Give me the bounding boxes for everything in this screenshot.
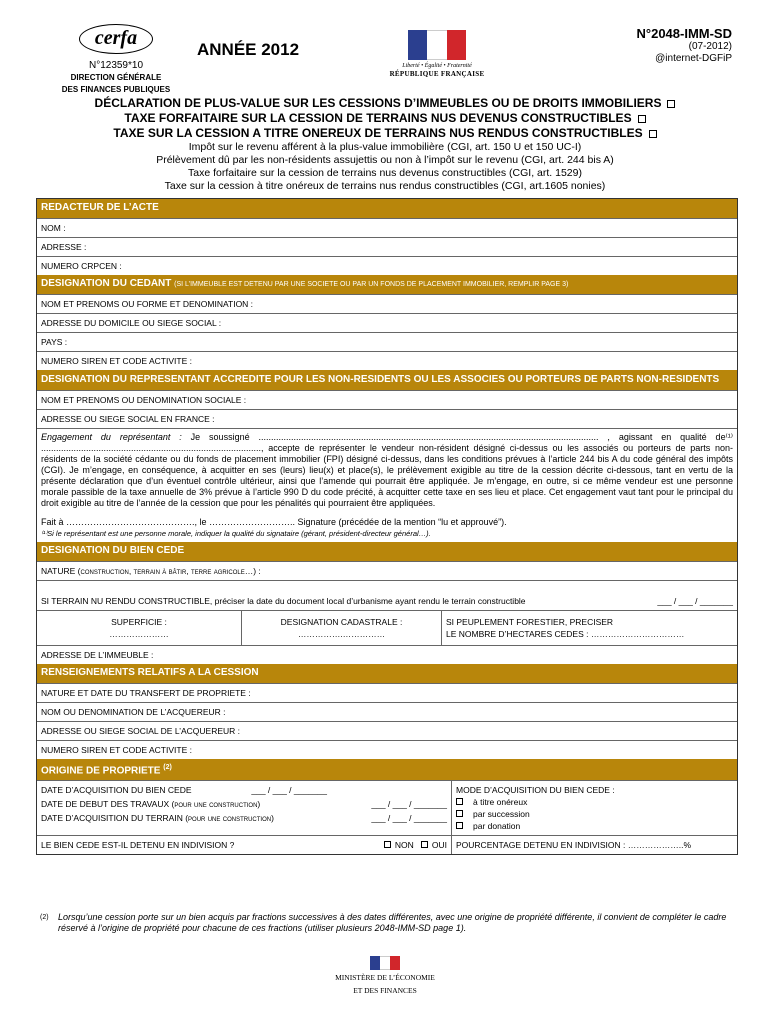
- acq-bien-label: DATE D’ACQUISITION DU BIEN CEDE: [41, 785, 192, 796]
- titles-block: [0, 96, 770, 193]
- cadastrale-label: DESIGNATION CADASTRALE :: [280, 617, 403, 627]
- cerfa-logo: cerfa: [79, 24, 153, 54]
- cedant-nom-field[interactable]: NOM ET PRENOMS OU FORME ET DENOMINATION :: [37, 294, 737, 313]
- title-1: DÉCLARATION DE PLUS-VALUE SUR LES CESSIONS D’IMMEUBLES OU DE DROITS IMMOBILIERS: [94, 96, 662, 110]
- cedant-siren-field[interactable]: NUMERO SIREN ET CODE ACTIVITE :: [37, 351, 737, 370]
- form-number: N°2048-IMM-SD: [636, 26, 732, 41]
- acq-terrain-label: DATE D’ACQUISITION DU TERRAIN (pour une construction): [41, 813, 274, 824]
- mode-label: MODE D’ACQUISITION DU BIEN CEDE :: [456, 785, 615, 796]
- section-redacteur: REDACTEUR DE L’ACTE: [37, 199, 737, 218]
- debut-travaux-date[interactable]: ___ / ___ / _______: [371, 799, 447, 810]
- indivision-label: LE BIEN CEDE EST-IL DETENU EN INDIVISION ?: [41, 840, 235, 851]
- section-origine-title: ORIGINE DE PROPRIETE: [41, 765, 161, 777]
- title-2-checkbox[interactable]: [638, 115, 646, 123]
- republique: RÉPUBLIQUE FRANÇAISE: [389, 70, 485, 78]
- direction-line2: DES FINANCES PUBLIQUES: [61, 85, 171, 94]
- engagement-text: Je soussigné ........................................................................................................................................ , agissant en qualité de⁽¹⁾ ........................................................................................, accepte de représenter le vendeur non-résident désigné ci-dessus ou les associés ou porteurs de parts non-résidents de la société cédante ou du fonds de placement immobilier (FPI) désigné ci-dessus, dans les conditions prévues à l’article 244 bis A du code général des impôts (CGI). Je m’engage, en conséquence, à acquitter en ses (leurs) lieu(x) et place(s), le prélèvement exigible au titre de la cession décrite ci-dessous, tant en vertu de la présente déclaration que d’un éventuel contrôle ultérieur, ainsi que l’amende qui pourrait être appliquée. Je m’engage, en outre, si ce même vendeur est une personne morale passible de la taxe annuelle de 3% prévue à l’article 990 D du code précité, à acquitter cette taxe en ses lieu et place. Cet engagement vaut tant pour le principal du droit exigible au titre de l’année de la cession que pour les pénalités qui pourraient être appliquées.: [41, 432, 733, 508]
- section-origine-sup: (2): [163, 764, 172, 771]
- subtitle-3: Taxe forfaitaire sur la cession de terrains nus devenus constructibles (CGI, art. 1529): [188, 167, 582, 179]
- mode-option-onereux-label: à titre onéreux: [473, 797, 528, 808]
- bien-terrain-row: [37, 580, 737, 610]
- onereux-checkbox[interactable]: [456, 798, 463, 805]
- bien-nature-field[interactable]: NATURE (construction, terrain à bâtir, terre agricole…) :: [37, 561, 737, 580]
- representant-adresse-field[interactable]: ADRESSE OU SIEGE SOCIAL EN FRANCE :: [37, 409, 737, 428]
- oui-label: OUI: [431, 840, 447, 851]
- subtitle-4: Taxe sur la cession à titre onéreux de terrains nus rendus constructibles (CGI, art.1605 nonies): [164, 180, 606, 192]
- declaration-form: [36, 198, 738, 855]
- section-cedant: [37, 275, 737, 294]
- cadastrale-field[interactable]: …………….……………: [297, 629, 386, 639]
- annee-title: ANNÉE 2012: [197, 40, 300, 59]
- engagement-paragraph: [37, 428, 737, 542]
- cession-acquereur-field[interactable]: NOM OU DENOMINATION DE L’ACQUEREUR :: [37, 702, 737, 721]
- mode-option-succession-label: par succession: [473, 809, 530, 820]
- indivision-row: [37, 835, 737, 854]
- footnote-key: (2): [40, 914, 49, 921]
- bien-adresse-field[interactable]: ADRESSE DE L’IMMEUBLE :: [37, 645, 737, 664]
- engagement-label: Engagement du représentant :: [41, 432, 182, 442]
- section-representant: DESIGNATION DU REPRESENTANT ACCREDITE POUR LES NON-RESIDENTS OU LES ASSOCIES OU PORTEURS DE PARTS NON-RESIDENTS: [37, 370, 737, 390]
- section-cession: RENSEIGNEMENTS RELATIFS A LA CESSION: [37, 664, 737, 683]
- section-origine: [37, 759, 737, 780]
- representant-nom-field[interactable]: NOM ET PRENOMS OU DENOMINATION SOCIALE :: [37, 390, 737, 409]
- donation-checkbox[interactable]: [456, 822, 463, 829]
- peuplement-label: SI PEUPLEMENT FORESTIER, PRECISER: [446, 617, 614, 627]
- title-3: TAXE SUR LA CESSION A TITRE ONEREUX DE TERRAINS NUS RENDUS CONSTRUCTIBLES: [113, 126, 643, 140]
- title-2: TAXE FORFAITAIRE SUR LA CESSION DE TERRAINS NUS DEVENUS CONSTRUCTIBLES: [124, 111, 632, 125]
- title-1-checkbox[interactable]: [667, 100, 675, 108]
- ministere-flag-icon: [370, 956, 400, 970]
- form-number-block: [637, 26, 733, 65]
- ministere-line1: MINISTÈRE DE L’ÉCONOMIE: [335, 973, 435, 982]
- form-source: @internet-DGFiP: [655, 53, 732, 64]
- cerfa-number: N°12359*10: [88, 60, 144, 71]
- hectares-field[interactable]: LE NOMBRE D’HECTARES CEDES : ……………………………: [446, 629, 685, 639]
- cession-siren-field[interactable]: NUMERO SIREN ET CODE ACTIVITE :: [37, 740, 737, 759]
- redacteur-crpcen-field[interactable]: NUMERO CRPCEN :: [37, 256, 737, 275]
- oui-checkbox[interactable]: [421, 841, 428, 848]
- redacteur-nom-field[interactable]: NOM :: [37, 218, 737, 237]
- section-cedant-title: DESIGNATION DU CEDANT: [41, 278, 172, 289]
- origine-block: [37, 780, 737, 835]
- cession-nature-field[interactable]: NATURE ET DATE DU TRANSFERT DE PROPRIETE :: [37, 683, 737, 702]
- non-checkbox[interactable]: [384, 841, 391, 848]
- mode-option-succession[interactable]: [456, 808, 733, 820]
- non-label: NON: [394, 840, 414, 851]
- marianne-logo: [387, 30, 487, 78]
- footnote: [36, 912, 738, 934]
- superficie-label: SUPERFICIE :: [111, 617, 167, 627]
- superficie-field[interactable]: …………………: [109, 629, 169, 639]
- ministere-logo: [320, 956, 450, 996]
- cedant-adresse-field[interactable]: ADRESSE DU DOMICILE OU SIEGE SOCIAL :: [37, 313, 737, 332]
- bien-terrain-label: SI TERRAIN NU RENDU CONSTRUCTIBLE, préciser la date du document local d’urbanisme ayant rendu le terrain constructible: [41, 596, 526, 606]
- bien-superficie-row: [37, 610, 737, 645]
- redacteur-adresse-field[interactable]: ADRESSE :: [37, 237, 737, 256]
- direction-line1: DIRECTION GÉNÉRALE: [70, 73, 162, 82]
- pourcentage-field[interactable]: POURCENTAGE DETENU EN INDIVISION : ………………..%: [456, 840, 692, 851]
- ministere-line2: ET DES FINANCES: [353, 986, 417, 995]
- subtitle-2: Prélèvement dû par les non-résidents assujettis ou non à l’impôt sur le revenu (CGI, art. 244 bis A): [156, 154, 614, 166]
- cession-adresse-field[interactable]: ADRESSE OU SIEGE SOCIAL DE L’ACQUEREUR :: [37, 721, 737, 740]
- form-date: (07-2012): [688, 41, 732, 52]
- title-3-checkbox[interactable]: [649, 130, 657, 138]
- bien-terrain-date[interactable]: ___ / ___ / _______: [657, 596, 733, 606]
- succession-checkbox[interactable]: [456, 810, 463, 817]
- section-bien: DESIGNATION DU BIEN CEDE: [37, 542, 737, 561]
- mode-option-donation[interactable]: [456, 820, 733, 832]
- cedant-pays-field[interactable]: PAYS :: [37, 332, 737, 351]
- mode-option-donation-label: par donation: [473, 821, 521, 832]
- subtitle-1: Impôt sur le revenu afférent à la plus-value immobilière (CGI, art. 150 U et 150 UC-I): [188, 141, 582, 153]
- devise: Liberté • Égalité • Fraternité: [402, 63, 472, 69]
- section-cedant-subtitle: (SI L’IMMEUBLE EST DETENU PAR UNE SOCIETE OU PAR UN FONDS DE PLACEMENT IMMOBILIER, REMPLIR PAGE 3): [174, 281, 569, 288]
- footnote-text: Lorsqu’une cession porte sur un bien acquis par fractions successives à des dates différentes, avec une origine de propriété différente, il convient de compléter le cadre réservé à l’origine de propriété pour chacune de ces fractions (utiliser plusieurs 2048-IMM-SD page 1).: [58, 912, 727, 933]
- acq-terrain-date[interactable]: ___ / ___ / _______: [371, 813, 447, 824]
- fait-signature-line[interactable]: Fait à ……………………………………., le ……………………….. Signature (précédée de la mention “lu et approuvé”).: [41, 517, 507, 527]
- flag-icon: [408, 30, 466, 60]
- representant-note: ⁽¹⁾Si le représentant est une personne morale, indiquer la qualité du signataire (gérant, président-directeur général…).: [41, 529, 431, 538]
- acq-bien-date[interactable]: ___ / ___ / _______: [251, 785, 327, 796]
- mode-option-onereux[interactable]: [456, 796, 733, 808]
- cerfa-block: [56, 24, 176, 95]
- debut-travaux-label: DATE DE DEBUT DES TRAVAUX (pour une construction): [41, 799, 261, 810]
